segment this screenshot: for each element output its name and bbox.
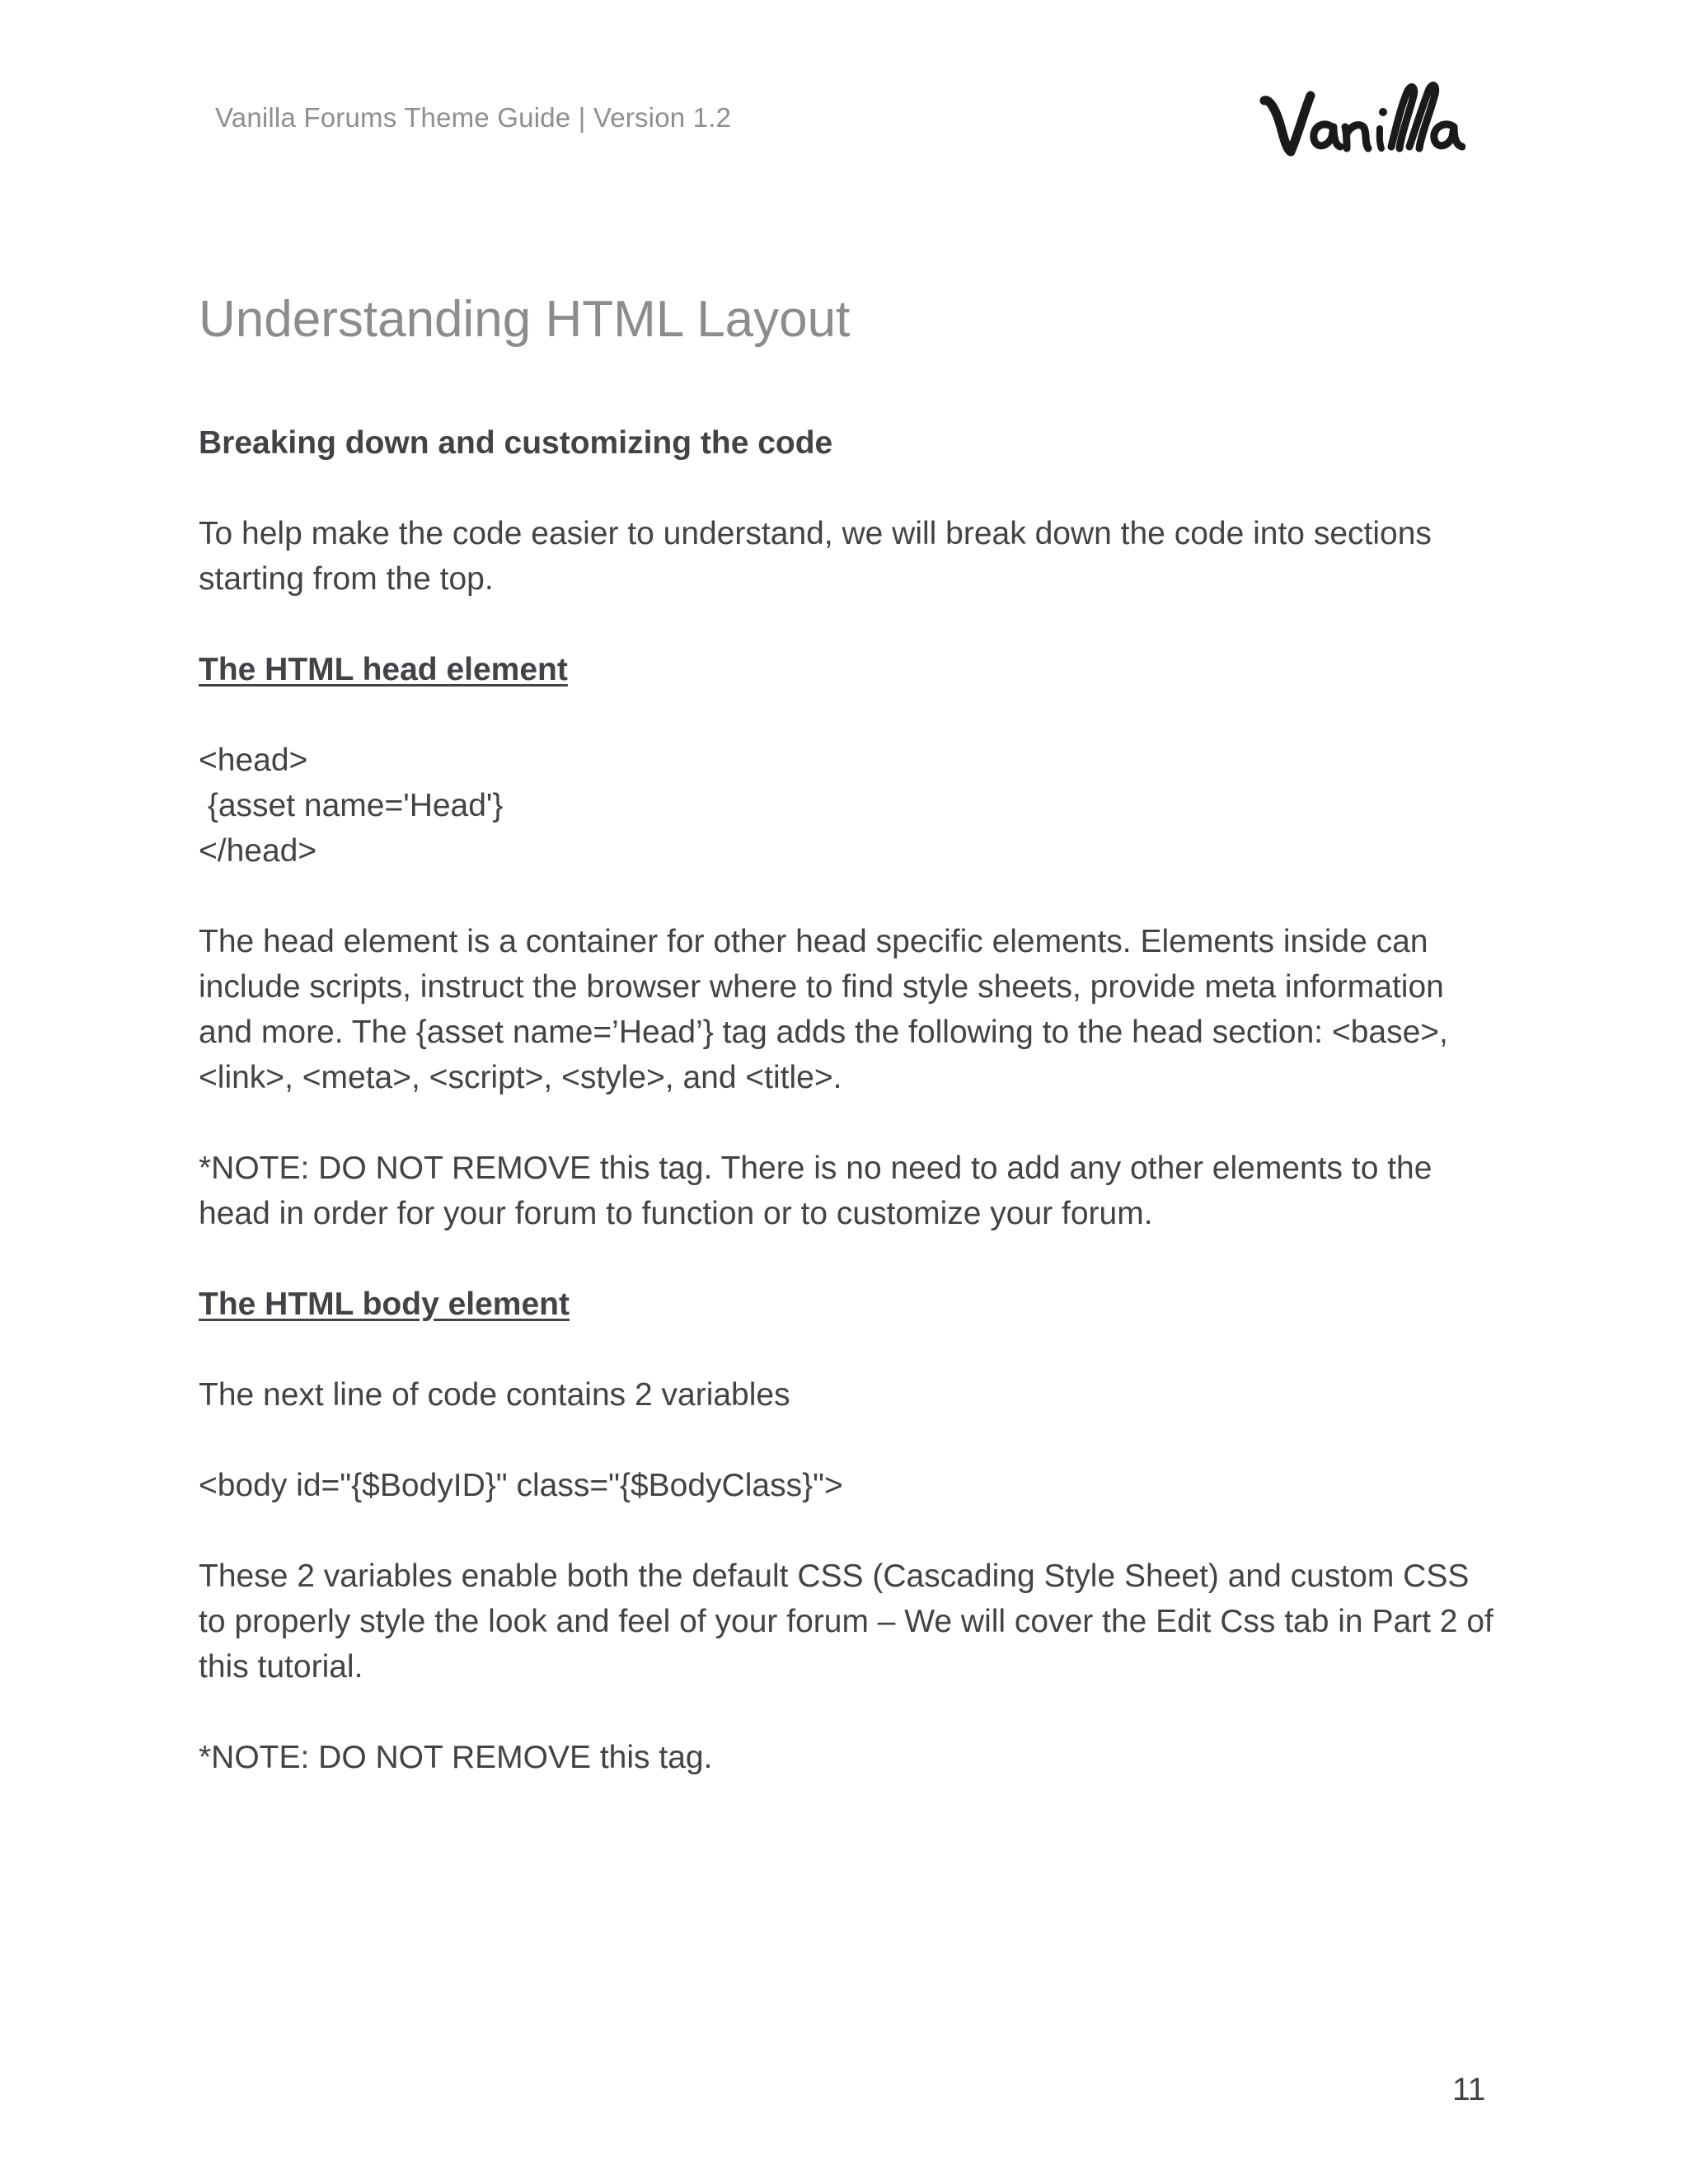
head-description-paragraph: The head element is a container for other head specific elements. Elements inside can include scripts, instruct the browser where to find style sheets, provide meta information and more. The {asset name=’Head’} tag adds the following to the head section: <base>, <link>, <meta>, <script>, <style>, and <title>. (199, 924, 1448, 1095)
page-title: Understanding HTML Layout (199, 291, 851, 348)
body-description-paragraph: These 2 variables enable both the default CSS (Cascading Style Sheet) and custom CSS to properly style the look and feel of your forum – We will cover the Edit Css tab in Part 2 of this tutorial. (199, 1558, 1493, 1685)
code-line: <head> (199, 743, 308, 778)
body-code-line: <body id="{$BodyID}" class="{$BodyClass}"> (199, 1468, 843, 1503)
code-line: </head> (199, 833, 317, 869)
vanilla-logo (1259, 76, 1465, 166)
header-guide-title: Vanilla Forums Theme Guide | Version 1.2 (215, 102, 732, 133)
head-element-heading: The HTML head element (199, 652, 568, 687)
document-body (199, 420, 1501, 1825)
page-number: 11 (1452, 2072, 1486, 2107)
head-code-block (199, 738, 1501, 874)
code-line: {asset name='Head'} (199, 788, 504, 823)
vanilla-logo-icon (1259, 76, 1465, 166)
body-element-heading: The HTML body element (199, 1286, 570, 1322)
section-subheading: Breaking down and customizing the code (199, 425, 833, 461)
intro-paragraph: To help make the code easier to understand, we will break down the code into sections starting from the top. (199, 516, 1432, 597)
head-note-paragraph: *NOTE: DO NOT REMOVE this tag. There is no need to add any other elements to the head in order for your forum to function or to customize your forum. (199, 1151, 1432, 1231)
body-lead-paragraph: The next line of code contains 2 variables (199, 1377, 790, 1413)
body-note-paragraph: *NOTE: DO NOT REMOVE this tag. (199, 1740, 713, 1775)
